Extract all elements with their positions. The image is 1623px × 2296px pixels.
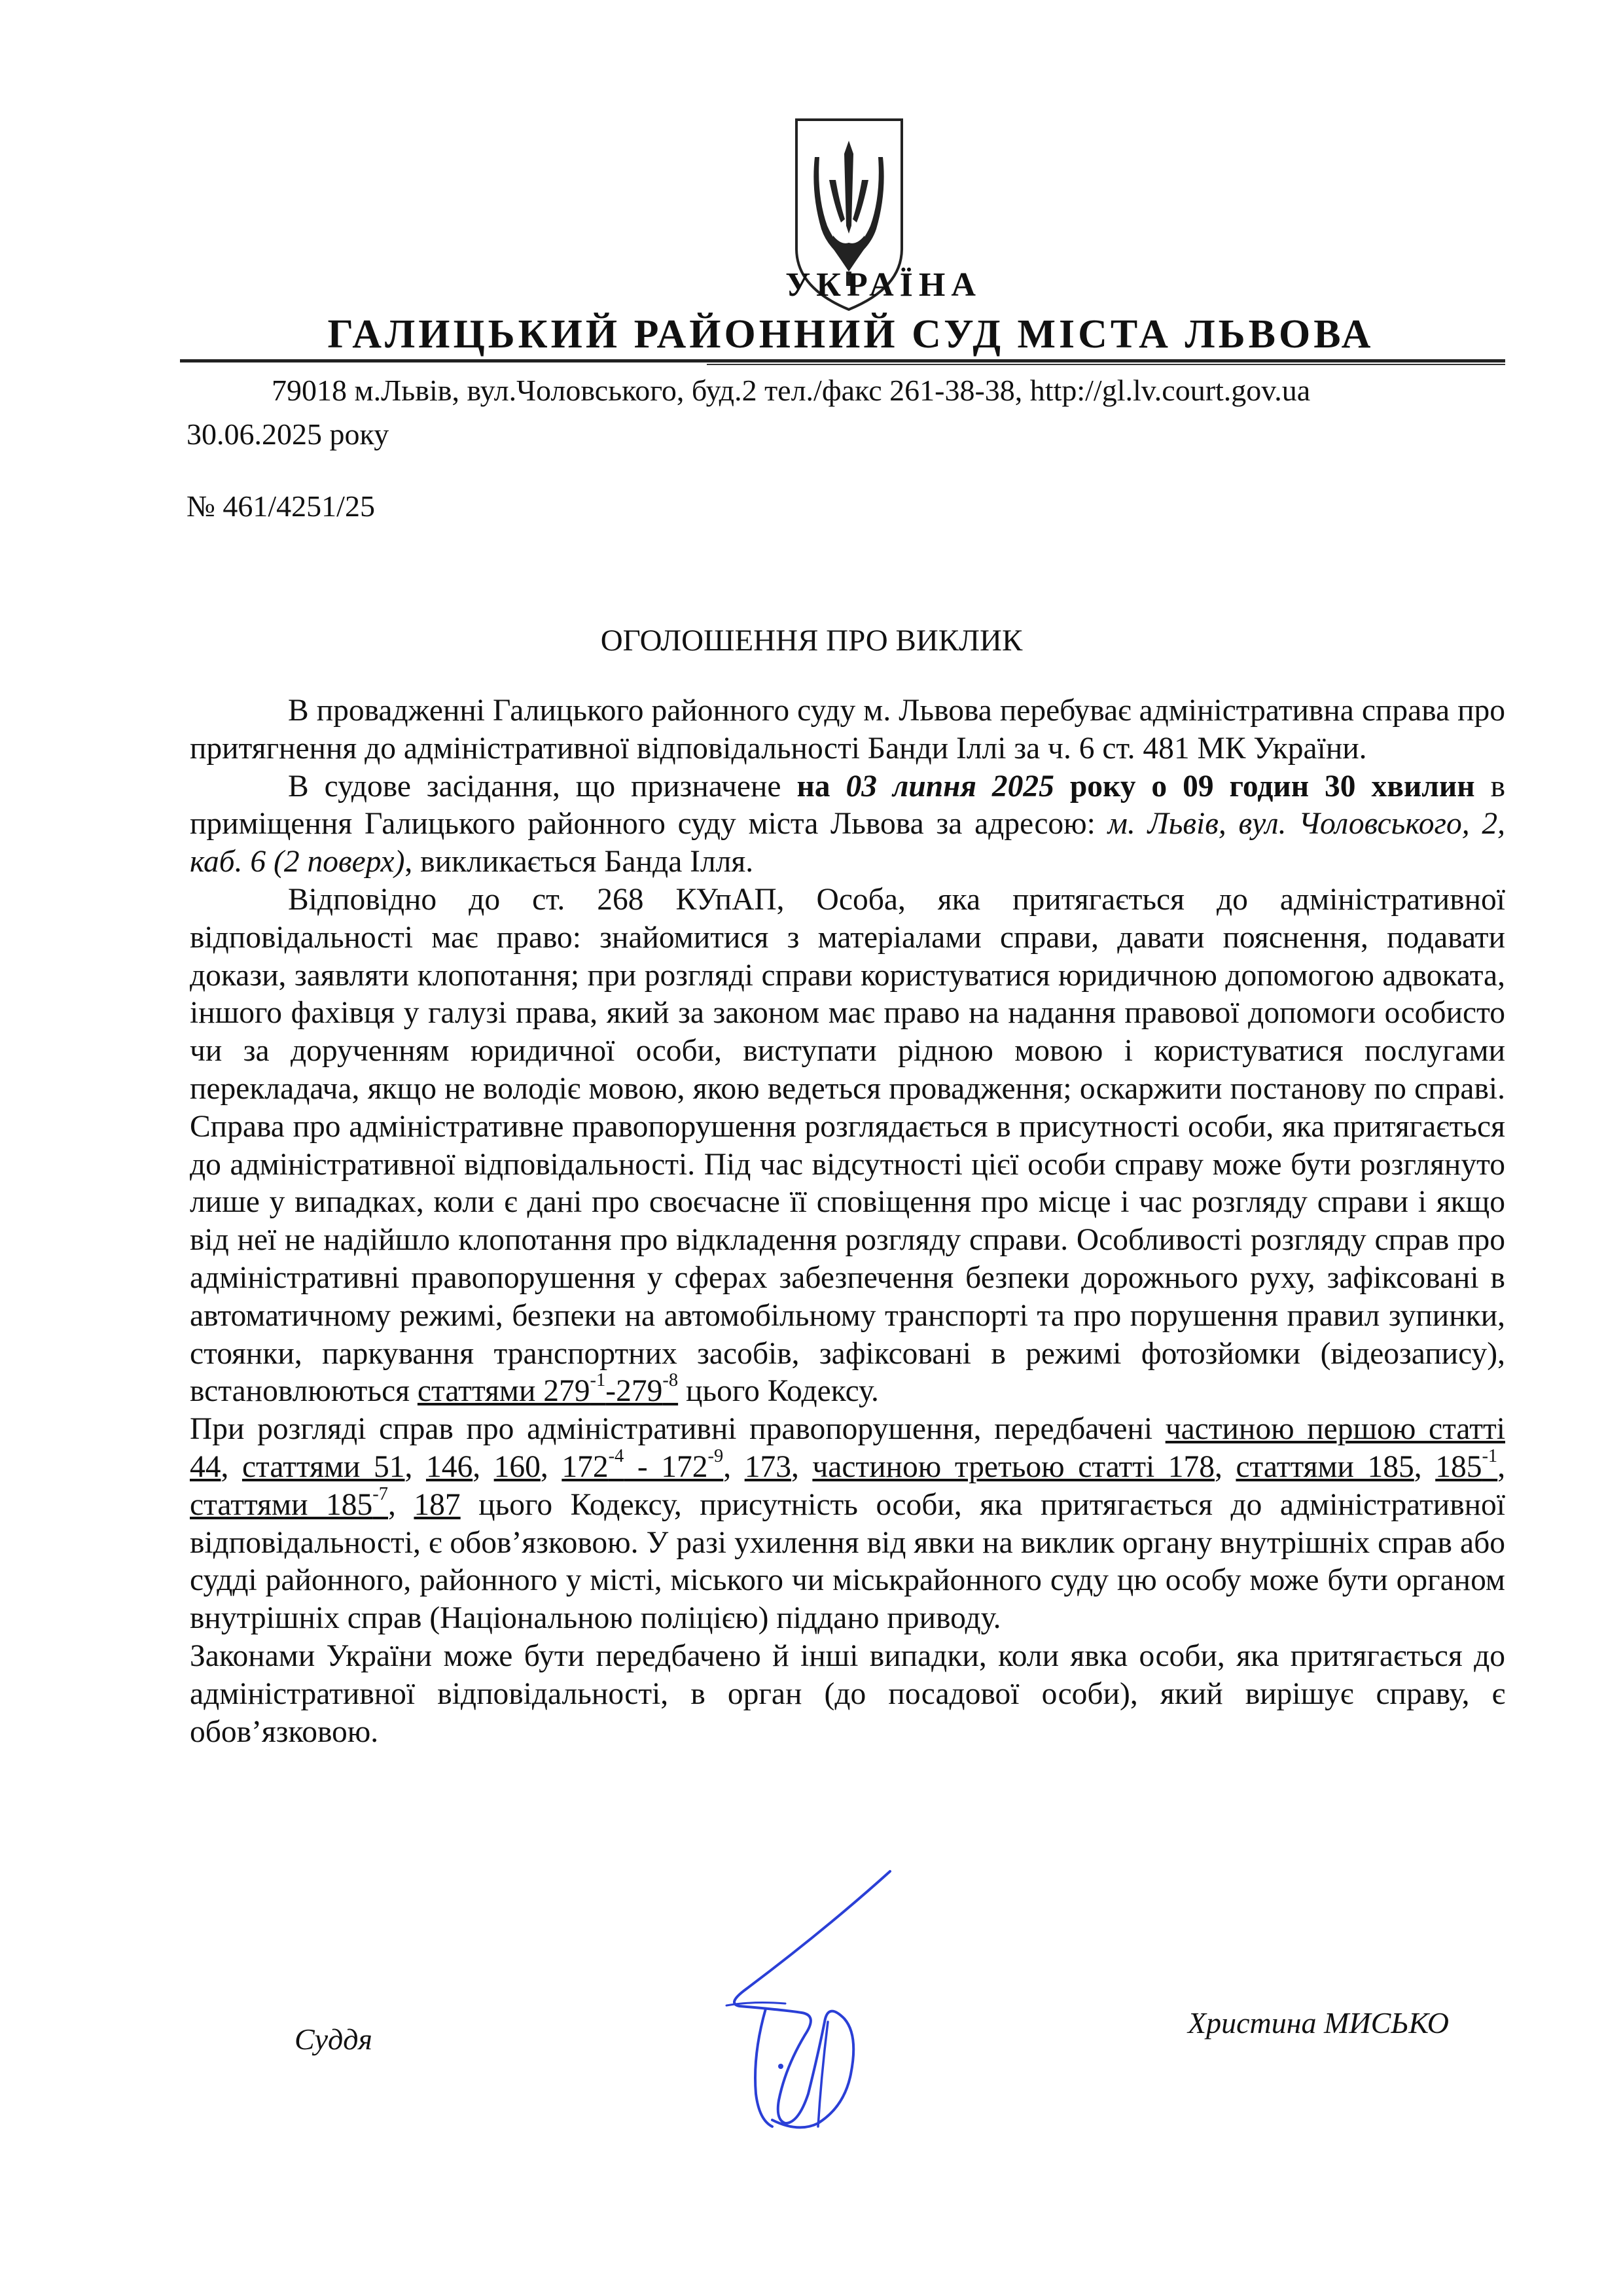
hearing-date: 03 липня 2025 — [846, 769, 1054, 804]
header-divider-thin — [707, 364, 1505, 365]
document-body — [190, 692, 1505, 1751]
judge-name: Христина МИСЬКО — [1188, 2006, 1450, 2040]
hearing-address: м. Львів, вул. Чоловського, 2, каб. 6 (2 поверх) — [190, 807, 1506, 879]
country-title: УКРАЇНА — [785, 266, 982, 304]
document-title: ОГОЛОШЕННЯ ПРО ВИКЛИК — [600, 624, 1023, 658]
text: При розгляді справ про адміністративні правопорушення, передбачені — [190, 1412, 1166, 1447]
text: Відповідно до ст. 268 КУпАП, Особа, яка притягається до адміністративної відповідальності має право: знайомитися з матеріалами справи, давати пояснення, подавати докази, заявляти клопотання; при розгляді справи користуватися юридичною допомогою адвоката, іншого фахівця у галузі права, який за законом має право на надання правової допомоги особисто чи за дорученням юридичної особи, виступати рідною мовою і користуватися послугами перекладача, якщо не володіє мовою, якою ведеться провадження; оскаржити постанову по справі. Справа про адміністративне правопорушення розглядається в присутності особи, яка притягається до адміністративної відповідальності. Під час відсутності цієї особи справу може бути розглянуто лише у випадках, коли є дані про своєчасне її сповіщення про місце і час розгляду справи і якщо від неї не надійшло клопотання про відкладення розгляду справи. Особливості розгляду справ про адміністративні правопорушення у сферах забезпечення безпеки дорожнього руху, зафіксовані в автоматичному режимі, безпеки на автомобільному транспорті та про порушення правил зупинки, стоянки, паркування транспортних засобів, зафіксовані в режимі фотозйомки (відеозапису), встановлюються — [190, 882, 1505, 1409]
hearing-time: року о 09 годин 30 хвилин — [1054, 769, 1475, 804]
header-divider — [180, 359, 1505, 362]
paragraph-mandatory: При розгляді справ про адміністративні правопорушення, передбачені частиною першою статті 44, статтями 51, 146, 160, $172^{-4} - 172^{-9}$, 173, частиною третьою статті 178, статтями 185, $185^{-1}$, статтями $185^{-7}$, 187 цього Кодексу, присутність особи, яка притягається до адміністративної відповідальності, є обов’язковою. У разі ухилення від явки на виклик органу внутрішніх справ або судді районного, районного у місті, міського чи міськрайонного суду цю особу може бути органом внутрішніх справ (Національною поліцією) піддано приводу. — [190, 1412, 1506, 1636]
link-articles-279[interactable]: статтями $279^{-1}-279^{-8}$ — [417, 1370, 679, 1409]
text: цього Кодексу, присутність особи, яка притягається до адміністративної відповідальності, є обов’язковою. У разі ухилення від явки на виклик органу внутрішніх справ або судді районного, районного у місті, міського чи міськрайонного суду цю особу може бути органом внутрішніх справ (Національною поліцією) піддано приводу. — [190, 1487, 1506, 1636]
judge-label: Суддя — [294, 2022, 372, 2056]
link-article-44[interactable]: частиною першою статті 44 — [190, 1412, 1505, 1484]
document-date: 30.06.2025 року — [187, 417, 389, 451]
document-number: № 461/4251/25 — [187, 489, 375, 523]
link-article-185[interactable]: статтями 185 — [1236, 1449, 1414, 1484]
link-article-146[interactable]: 146 — [425, 1449, 473, 1484]
paragraph-hearing — [190, 768, 1505, 881]
link-article-51[interactable]: статтями 51 — [241, 1449, 405, 1484]
court-title: ГАЛИЦЬКИЙ РАЙОННИЙ СУД МІСТА ЛЬВОВА — [327, 312, 1374, 357]
link-article-172[interactable]: $172^{-4} - 172^{-9}$ — [562, 1446, 724, 1484]
link-article-185-1[interactable]: $185^{-1}$ — [1435, 1446, 1498, 1484]
link-article-187[interactable]: 187 — [414, 1487, 461, 1522]
paragraph-rights — [190, 881, 1505, 1411]
text: на — [796, 769, 846, 804]
link-article-173[interactable]: 173 — [744, 1449, 791, 1484]
link-article-160[interactable]: 160 — [493, 1449, 541, 1484]
text: цього Кодексу. — [678, 1374, 879, 1409]
text: в приміщення Галицького районного суду міста Львова за адресою: — [190, 769, 1505, 841]
court-address: 79018 м.Львів, вул.Чоловського, буд.2 тел./факс 261-38-38, http://gl.lv.court.gov.ua — [272, 374, 1311, 407]
link-article-185-7[interactable]: статтями $185^{-7}$ — [190, 1483, 389, 1522]
text: В судове засідання, що призначене — [288, 769, 797, 804]
paragraph-case: В провадженні Галицького районного суду м. Львова перебуває адміністративна справа про притягнення до адміністративної відповідальності Банди Іллі за ч. 6 ст. 481 МК України. — [190, 694, 1505, 766]
paragraph-other-cases: Законами України може бути передбачено й інші випадки, коли явка особи, яка притягається до адміністративної відповідальності, в орган (до посадової особи), який вирішує справу, є обов’язковою. — [190, 1638, 1505, 1749]
link-article-178[interactable]: частиною третьою статті 178 — [812, 1449, 1215, 1484]
text: , викликається Банда Ілля. — [404, 845, 754, 879]
handwritten-signature — [687, 1858, 897, 2146]
